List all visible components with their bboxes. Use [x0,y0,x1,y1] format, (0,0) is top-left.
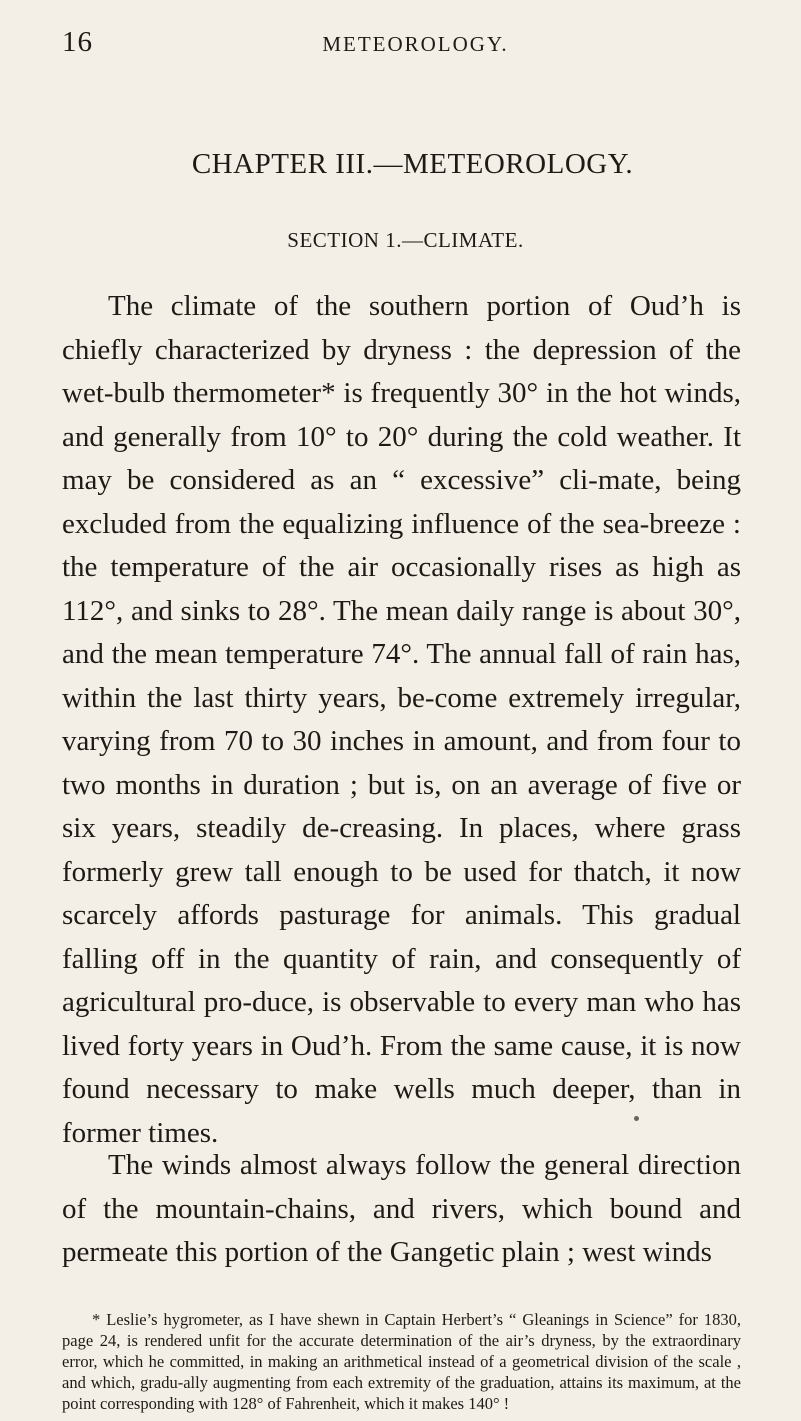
section-heading: SECTION 1.—CLIMATE. [287,228,524,252]
body-paragraph-winds: The winds almost always follow the general direction of the mountain-chains, and rivers, which bound and permeate this portion of the Gangetic plain ; west winds [62,1149,741,1268]
chapter-heading: CHAPTER III.—METEOROLOGY. [191,148,634,180]
running-title: METEOROLOGY. [322,32,509,56]
body-paragraph-climate: The climate of the southern portion of Oud’h is chiefly characterized by dryness : the depression of the wet-bulb thermometer* is frequently 30° in the hot winds, and generally from 10° to 20° during the cold weather. It may be considered as an “ excessive” cli-mate, being excluded from the equalizing influence of the sea-breeze : the temperature of the air occasionally rises as high as 112°, and sinks to 28°. The mean daily range is about 30°, and the mean temperature 74°. The annual fall of rain has, within the last thirty years, be-come extremely irregular, varying from 70 to 30 inches in amount, and from four to two months in duration ; but is, on an average of five or six years, steadily de-creasing. In places, where grass formerly grew tall enough to be used for thatch, it now scarcely affords pasturage for animals. This gradual falling off in the quantity of rain, and consequently of agricultural pro-duce, is observable to every man who has lived forty years in Oud’h. From the same cause, it is now found necessary to make wells much deeper, than in former times. [62,290,741,1149]
footnote: * Leslie’s hygrometer, as I have shewn in Captain Herbert’s “ Gleanings in Science” for 1830, page 24, is rendered unfit for the accurate determination of the air’s dryness, by the extraordinary error, which he committed, in making an arithmetical instead of a geometrical division of the scale , and which, gradu-ally augmenting from each extremity of the graduation, attains its maximum, at the point corresponding with 128° of Fahrenheit, which it makes 140° ! [62,1310,741,1413]
ornament-dot [634,1116,639,1121]
page-number: 16 [62,26,93,58]
running-head [62,26,739,66]
